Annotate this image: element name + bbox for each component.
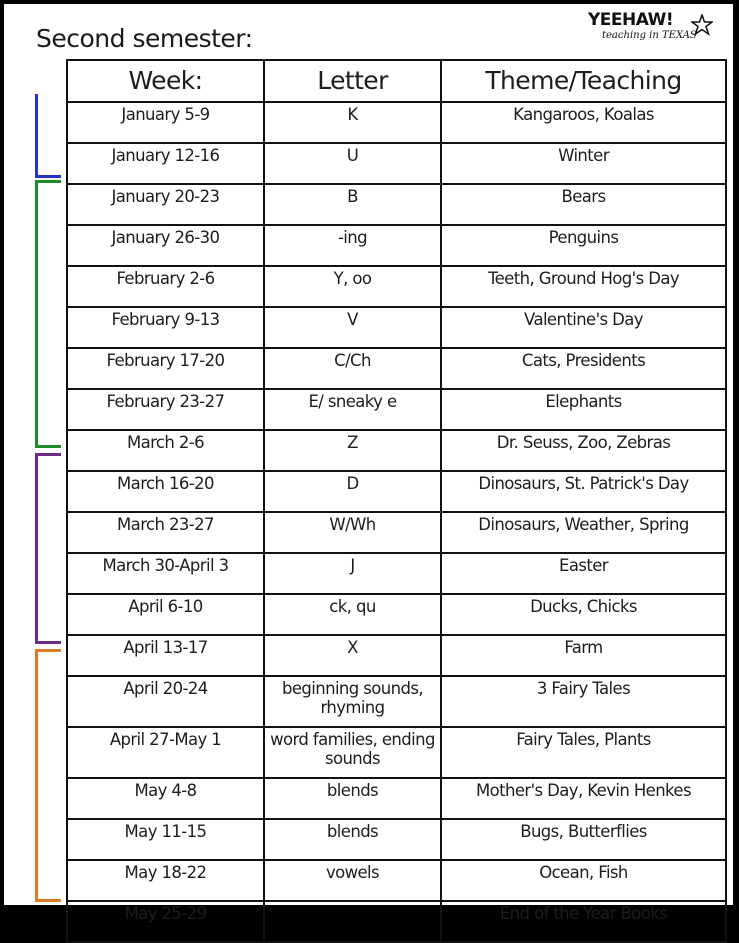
letter-cell: U [264,143,441,184]
letter-cell: K [264,102,441,143]
document-page [4,4,733,923]
week-cell: April 27-May 1 [67,727,264,778]
theme-cell: Mother's Day, Kevin Henkes [441,778,726,819]
week-cell: May 25-29 [67,901,264,942]
letter-cell: word families, ending sounds [264,727,441,778]
theme-cell: Valentine's Day [441,307,726,348]
table-row [67,266,726,307]
week-cell: March 30-April 3 [67,553,264,594]
logo-title: YEEHAW! [588,10,674,30]
theme-cell: Teeth, Ground Hog's Day [441,266,726,307]
week-cell: February 23-27 [67,389,264,430]
table-row [67,307,726,348]
theme-cell: Bugs, Butterflies [441,819,726,860]
week-cell: April 20-24 [67,676,264,727]
header-letter: Letter [264,60,441,102]
table-row [67,676,726,727]
letter-cell: E/ sneaky e [264,389,441,430]
table-row [67,102,726,143]
table-row [67,471,726,512]
theme-cell: Kangaroos, Koalas [441,102,726,143]
week-cell: January 20-23 [67,184,264,225]
theme-cell: Easter [441,553,726,594]
table-row [67,778,726,819]
table-row [67,901,726,942]
week-cell: February 17-20 [67,348,264,389]
week-cell: January 26-30 [67,225,264,266]
theme-cell: Elephants [441,389,726,430]
letter-cell: blends [264,819,441,860]
theme-cell: Dinosaurs, St. Patrick's Day [441,471,726,512]
header-theme: Theme/Teaching [441,60,726,102]
bracket-orange [35,649,61,902]
logo [588,10,718,54]
letter-cell: X [264,635,441,676]
week-cell: May 18-22 [67,860,264,901]
table-row [67,225,726,266]
theme-cell: Dr. Seuss, Zoo, Zebras [441,430,726,471]
theme-cell: Ducks, Chicks [441,594,726,635]
theme-cell: Penguins [441,225,726,266]
table-row [67,143,726,184]
table-row [67,594,726,635]
week-cell: May 11-15 [67,819,264,860]
theme-cell: Farm [441,635,726,676]
letter-cell: C/Ch [264,348,441,389]
week-cell: March 2-6 [67,430,264,471]
week-cell: February 9-13 [67,307,264,348]
letter-cell: blends [264,778,441,819]
theme-cell: Dinosaurs, Weather, Spring [441,512,726,553]
theme-cell: Bears [441,184,726,225]
table-row [67,819,726,860]
bracket-blue [35,94,61,178]
theme-cell: Ocean, Fish [441,860,726,901]
letter-cell: ck, qu [264,594,441,635]
week-cell: March 16-20 [67,471,264,512]
theme-cell: Fairy Tales, Plants [441,727,726,778]
letter-cell: -ing [264,225,441,266]
texas-star-icon [691,14,713,36]
letter-cell: Y, oo [264,266,441,307]
logo-subtitle: teaching in TEXAS [602,30,697,41]
theme-cell: End of the Year Books [441,901,726,942]
table-row [67,389,726,430]
header-week: Week: [67,60,264,102]
letter-cell: vowels [264,860,441,901]
week-cell: January 5-9 [67,102,264,143]
table-row [67,348,726,389]
table-row [67,553,726,594]
week-cell: May 4-8 [67,778,264,819]
theme-cell: 3 Fairy Tales [441,676,726,727]
page-title: Second semester: [36,24,253,53]
week-cell: March 23-27 [67,512,264,553]
bracket-purple [35,453,61,644]
letter-cell [264,901,441,942]
table-row [67,860,726,901]
letter-cell: D [264,471,441,512]
letter-cell: W/Wh [264,512,441,553]
bracket-green [35,180,61,448]
letter-cell: B [264,184,441,225]
table-header-row [67,60,726,102]
table-row [67,727,726,778]
table-row [67,512,726,553]
theme-cell: Winter [441,143,726,184]
week-cell: April 6-10 [67,594,264,635]
schedule-table [66,59,727,943]
letter-cell: J [264,553,441,594]
letter-cell: beginning sounds, rhyming [264,676,441,727]
theme-cell: Cats, Presidents [441,348,726,389]
letter-cell: V [264,307,441,348]
week-cell: April 13-17 [67,635,264,676]
table-row [67,184,726,225]
table-row [67,635,726,676]
letter-cell: Z [264,430,441,471]
week-cell: January 12-16 [67,143,264,184]
table-row [67,430,726,471]
week-cell: February 2-6 [67,266,264,307]
